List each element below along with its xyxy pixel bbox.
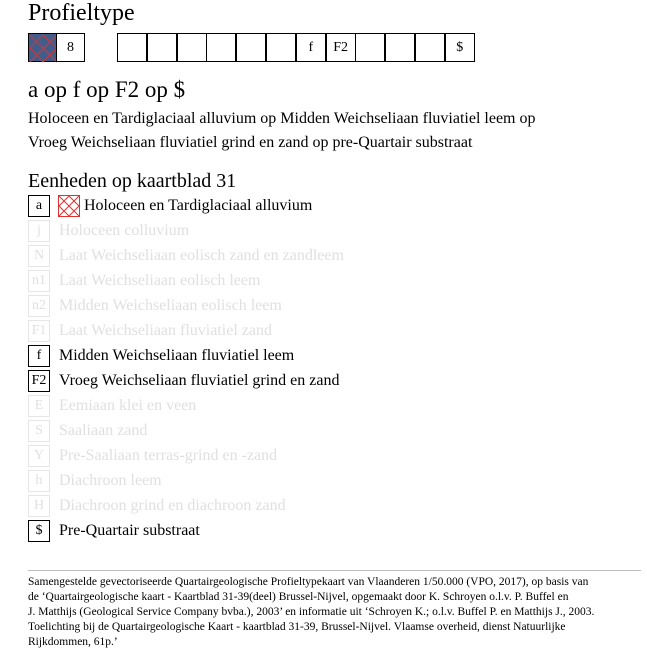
- profile-column-cell: F2: [326, 33, 356, 62]
- legend-code-box: S: [28, 420, 50, 442]
- legend-code-box: n2: [28, 295, 50, 317]
- legend-code-box: f: [28, 345, 50, 367]
- legend-label: Diachroon grind en diachroon zand: [59, 497, 286, 514]
- description-line-1: Holoceen en Tardiglaciaal alluvium op Midden Weichseliaan fluviatiel leem op: [28, 110, 536, 127]
- profile-column-cell: [385, 33, 415, 62]
- profile-column-cell: [236, 33, 266, 62]
- source-line: J. Matthijs (Geological Service Company bvba.), 2003’ en informatie uit ‘Schroyen K.; o.l.v. Buffel P. en Matthijs J., 2003.: [28, 606, 595, 618]
- legend-label: Laat Weichseliaan eolisch leem: [59, 272, 261, 289]
- legend-code-box: F2: [28, 370, 50, 392]
- legend-label: Pre-Saaliaan terras-grind en -zand: [59, 447, 278, 464]
- legend-label: Laat Weichseliaan eolisch zand en zandleem: [59, 247, 344, 264]
- legend-code-box: j: [28, 220, 50, 242]
- legend-code-box: F1: [28, 320, 50, 342]
- legend-title: Eenheden op kaartblad 31: [28, 170, 237, 192]
- profile-column-cell: [355, 33, 385, 62]
- legend-label: Laat Weichseliaan fluviatiel zand: [59, 322, 272, 339]
- legend-label: Holoceen en Tardiglaciaal alluvium: [84, 197, 313, 214]
- legend-code-box: H: [28, 495, 50, 517]
- legend-label: Saaliaan zand: [59, 422, 148, 439]
- red-cross-hatch-icon: [29, 34, 58, 63]
- legend-code-box: a: [28, 195, 50, 217]
- source-line: Samengestelde gevectoriseerde Quartairgeologische Profieltypekaart van Vlaanderen 1/50.000 (VPO, 2017), op basis van: [28, 576, 589, 588]
- profile-column-cell: [147, 33, 177, 62]
- source-note: [28, 575, 646, 650]
- legend-code-box: Y: [28, 445, 50, 467]
- profile-column-cell: [266, 33, 296, 62]
- profile-value-cell: 8: [56, 33, 85, 62]
- profile-column-cell: [415, 33, 445, 62]
- divider: [28, 570, 641, 571]
- legend-code-box: $: [28, 520, 50, 542]
- legend-label: Pre-Quartair substraat: [59, 522, 200, 539]
- profile-column-cell: [117, 33, 147, 62]
- legend-label: Holoceen colluvium: [59, 222, 190, 239]
- profile-column-cell: [177, 33, 207, 62]
- legend-code-box: n1: [28, 270, 50, 292]
- legend-code-box: E: [28, 395, 50, 417]
- legend-label: Midden Weichseliaan fluviatiel leem: [59, 347, 295, 364]
- profile-formula: a op f op F2 op $: [28, 77, 186, 102]
- legend-label: Diachroon leem: [59, 472, 162, 489]
- legend-code-box: h: [28, 470, 50, 492]
- legend-label: Midden Weichseliaan eolisch leem: [59, 297, 282, 314]
- profile-column-cell: f: [296, 33, 326, 62]
- source-line: de ‘Quartairgeologische kaart - Kaartblad 31-39(deel) Brussel-Nijvel, opgemaakt door K. Schroyen o.l.v. P. Buffel en: [28, 591, 569, 603]
- profile-column-cell: $: [445, 33, 475, 62]
- source-line: Toelichting bij de Quartairgeologische Kaart - kaartblad 31-39, Brussel-Nijvel. Vlaamse overheid, dienst Natuurlijke: [28, 621, 566, 633]
- description-line-2: Vroeg Weichseliaan fluviatiel grind en zand op pre-Quartair substraat: [28, 134, 473, 151]
- legend-code-box: N: [28, 245, 50, 267]
- legend-label: Vroeg Weichseliaan fluviatiel grind en zand: [59, 372, 340, 389]
- profile-hatch-cell: [28, 33, 57, 62]
- source-line: Rijkdommen, 61p.’: [28, 636, 118, 648]
- profile-column-cell: [206, 33, 236, 62]
- page-title: Profieltype: [28, 0, 135, 26]
- red-cross-hatch-icon: [58, 195, 80, 217]
- legend-label: Eemiaan klei en veen: [59, 397, 197, 414]
